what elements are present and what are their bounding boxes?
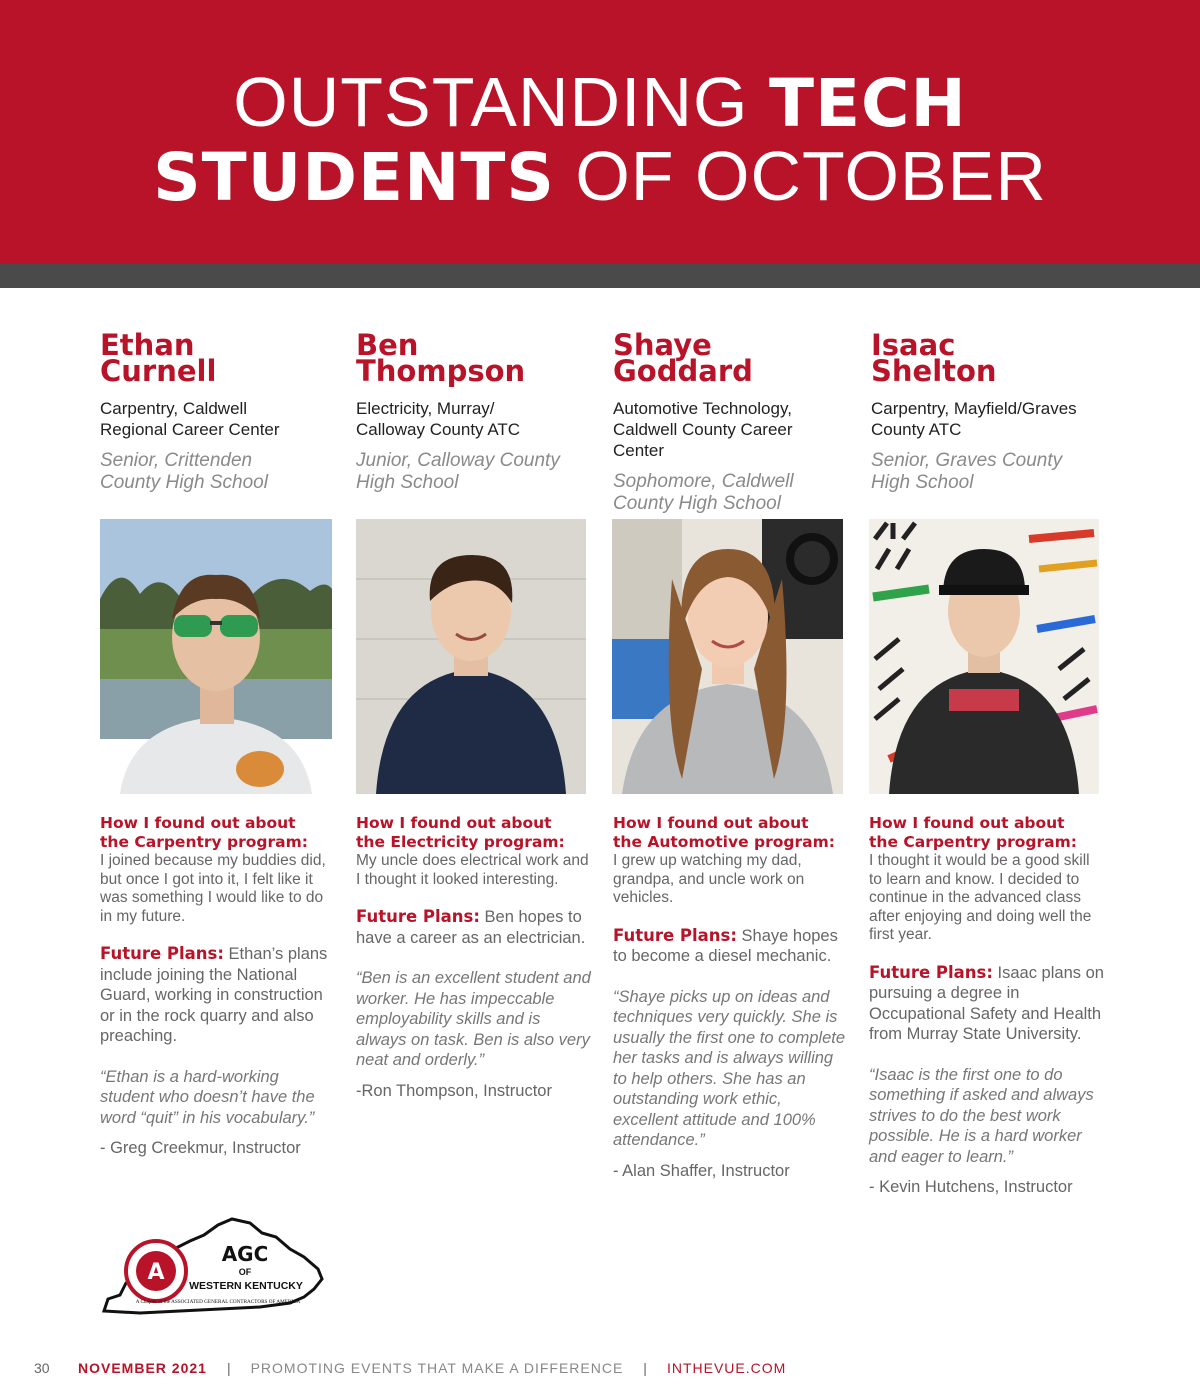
future-plans	[100, 944, 336, 1047]
first-name: Ethan	[100, 328, 195, 362]
instructor-quote: “Ethan is a hard-working student who doesn’t have the word “quit” in his vocabulary.”	[100, 1067, 315, 1127]
found-heading-line: the Carpentry program:	[869, 833, 1077, 851]
future-plans-text: Ben hopes to have a career as an electrician.	[356, 908, 586, 947]
student-name	[871, 328, 1103, 388]
found-text: I joined because my buddies did, but once I got into it, I felt like it was something I would like to do in my future.	[100, 852, 326, 925]
program-line: Automotive Technology,	[613, 399, 792, 418]
program-line: Regional Career Center	[100, 420, 280, 439]
agc-western-kentucky-logo	[100, 1215, 326, 1321]
school-line: Junior, Calloway County	[356, 450, 560, 471]
svg-text:AGC: AGC	[221, 1242, 269, 1266]
student-name	[356, 328, 588, 388]
page-number: 30	[34, 1360, 50, 1376]
title-banner	[0, 0, 1200, 264]
svg-text:OF: OF	[238, 1267, 252, 1277]
school-line: Senior, Graves County	[871, 450, 1063, 471]
student-program	[100, 398, 332, 440]
student-school	[356, 450, 588, 494]
student-program	[356, 398, 588, 440]
program-line: Carpentry, Mayfield/Graves	[871, 399, 1077, 418]
future-plans-text: Isaac plans on pursuing a degree in Occupational Safety and Health from Murray State University.	[869, 963, 1104, 1043]
title-light-2: OF OCTOBER	[554, 137, 1047, 215]
page-title-line-2	[0, 137, 1200, 216]
first-name: Ben	[356, 328, 419, 362]
student-details-isaac	[869, 814, 1105, 1197]
program-line: Caldwell County Career Center	[613, 420, 793, 460]
instructor-quote: “Shaye picks up on ideas and techniques very quickly. She is usually the first one to complete her tasks and is always willing to help others. She has an outstanding work ethic, excellent attitude and 100% attendance.”	[613, 987, 846, 1149]
future-plans	[869, 963, 1105, 1045]
future-plans-text: Ethan’s plans include joining the National Guard, working in construction or in the rock quarry and also preaching.	[100, 945, 328, 1045]
school-line: County High School	[613, 493, 781, 514]
future-plans	[356, 907, 592, 948]
student-name	[100, 328, 332, 388]
student-program	[613, 398, 845, 461]
school-line: Senior, Crittenden	[100, 450, 253, 471]
last-name: Thompson	[356, 354, 526, 388]
future-plans-label: Future Plans:	[356, 907, 480, 926]
found-heading-line: How I found out about	[613, 814, 809, 832]
last-name: Shelton	[871, 354, 997, 388]
future-plans	[613, 926, 849, 967]
title-bold-2: STUDENTS	[153, 139, 555, 216]
found-text: My uncle does electrical work and I thought it looked interesting.	[356, 852, 589, 888]
instructor-quote: “Isaac is the first one to do something if asked and always strives to do the best work possible. He is a hard worker and eager to learn.”	[869, 1065, 1094, 1166]
found-heading-line: the Carpentry program:	[100, 833, 308, 851]
found-text: I grew up watching my dad, grandpa, and uncle work on vehicles.	[613, 852, 805, 906]
found-heading	[869, 814, 1105, 852]
student-card-header-isaac	[871, 328, 1103, 494]
page-title-line-1	[0, 63, 1200, 142]
instructor-quote: “Ben is an excellent student and worker. He has impeccable employability skills and is always on task. Ben is also very neat and orderly.”	[356, 969, 591, 1069]
student-school	[871, 450, 1103, 494]
student-photo-ben	[356, 519, 586, 794]
school-line: County High School	[100, 472, 268, 493]
page-footer	[34, 1360, 786, 1380]
issue-date: NOVEMBER 2021	[78, 1360, 207, 1376]
footer-tagline: PROMOTING EVENTS THAT MAKE A DIFFERENCE	[250, 1360, 624, 1376]
student-program	[871, 398, 1103, 440]
school-line: High School	[871, 472, 974, 493]
instructor-name: - Kevin Hutchens, Instructor	[869, 1178, 1073, 1196]
program-line: Calloway County ATC	[356, 420, 521, 439]
school-line: High School	[356, 472, 459, 493]
found-heading	[100, 814, 336, 852]
found-heading	[613, 814, 849, 852]
header-divider-bar	[0, 264, 1200, 288]
found-text: I thought it would be a good skill to learn and know. I decided to continue in the advanced class after enjoying and doing well the first year.	[869, 852, 1092, 943]
footer-website-link[interactable]: INTHEVUE.COM	[666, 1360, 787, 1376]
student-photo-isaac	[869, 519, 1099, 794]
last-name: Curnell	[100, 354, 217, 388]
instructor-name: - Alan Shaffer, Instructor	[613, 1161, 790, 1180]
title-bold-1: TECH	[768, 65, 967, 142]
first-name: Shaye	[613, 328, 712, 362]
footer-divider: |	[226, 1360, 231, 1376]
found-heading-line: the Automotive program:	[613, 833, 835, 851]
found-heading	[356, 814, 592, 852]
program-line: Electricity, Murray/	[356, 399, 495, 418]
student-school	[100, 450, 332, 494]
student-photo-shaye	[612, 519, 843, 794]
instructor-name: -Ron Thompson, Instructor	[356, 1081, 552, 1100]
student-details-shaye	[613, 814, 849, 1181]
instructor-name: - Greg Creekmur, Instructor	[100, 1139, 301, 1157]
future-plans-label: Future Plans:	[100, 944, 224, 963]
found-heading-line: How I found out about	[100, 814, 296, 832]
student-details-ethan	[100, 814, 336, 1158]
student-photo-ethan	[100, 519, 332, 794]
found-heading-line: How I found out about	[356, 814, 552, 832]
student-details-ben	[356, 814, 592, 1101]
future-plans-label: Future Plans:	[613, 925, 737, 945]
student-card-header-ben	[356, 328, 588, 494]
svg-text:A Chapter of the ASSOCIATED GE: A Chapter of the ASSOCIATED GENERAL CONTRACTORS OF AMERICA	[135, 1299, 301, 1305]
kentucky-outline-icon	[100, 1215, 326, 1321]
found-heading-line: How I found out about	[869, 814, 1065, 832]
footer-divider: |	[643, 1360, 647, 1376]
last-name: Goddard	[613, 354, 753, 388]
future-plans-label: Future Plans:	[869, 962, 993, 982]
first-name: Isaac	[871, 328, 956, 362]
program-line: Carpentry, Caldwell	[100, 399, 248, 418]
future-plans-text: Shaye hopes to become a diesel mechanic.	[613, 926, 838, 965]
svg-text:WESTERN KENTUCKY: WESTERN KENTUCKY	[189, 1280, 303, 1292]
title-light-1: OUTSTANDING	[233, 63, 769, 141]
student-school	[613, 471, 845, 515]
student-card-header-ethan	[100, 328, 332, 494]
program-line: County ATC	[871, 420, 962, 439]
school-line: Sophomore, Caldwell	[613, 471, 794, 492]
student-name	[613, 328, 845, 388]
student-card-header-shaye	[613, 328, 845, 515]
found-heading-line: the Electricity program:	[356, 833, 565, 851]
svg-text:A: A	[147, 1260, 165, 1285]
